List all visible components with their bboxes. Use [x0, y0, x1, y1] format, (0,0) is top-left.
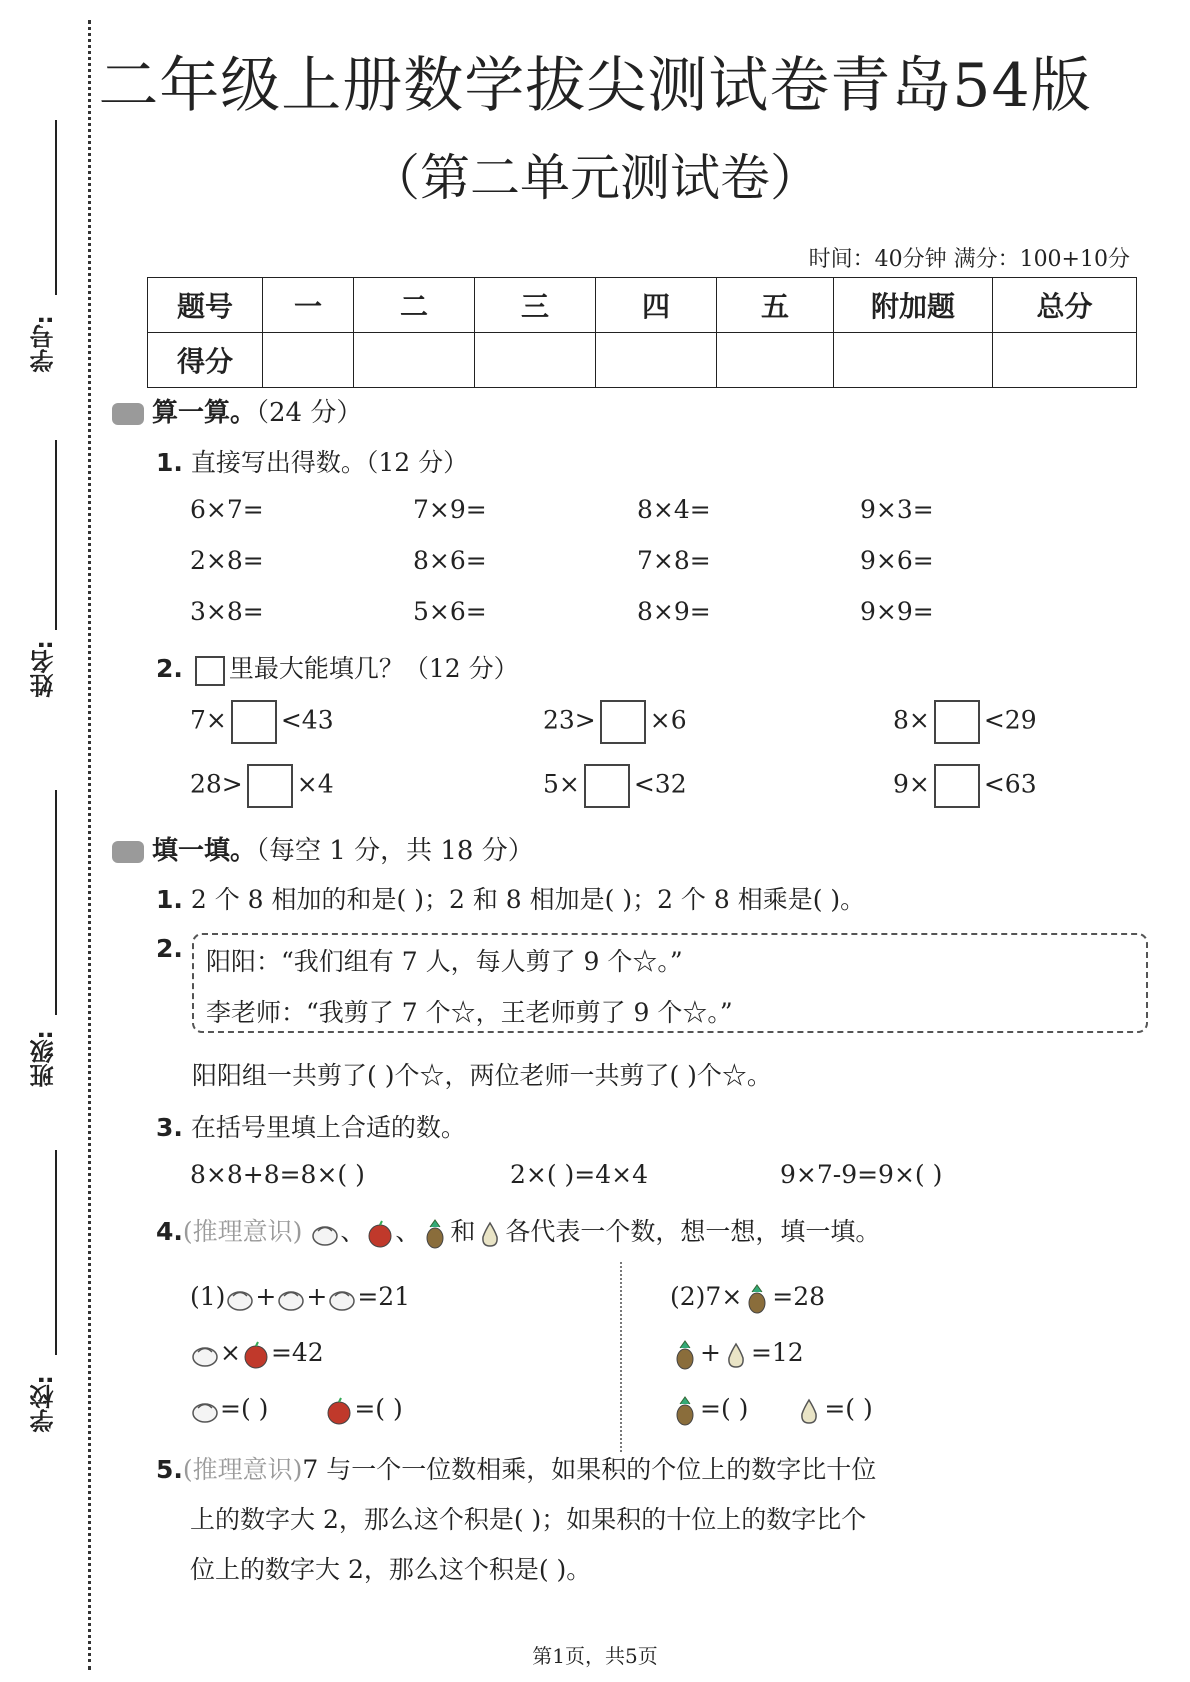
- calc-item: 7×8=: [637, 546, 711, 575]
- dialogue-line: 阳阳：“我们组有 7 人，每人剪了 9 个☆。”: [206, 947, 683, 976]
- compare-item: 23> ×6: [543, 700, 687, 744]
- compare-item: 8× <29: [893, 700, 1037, 744]
- student-id-label: 学号:: [30, 315, 58, 373]
- calc-item: 9×6=: [860, 546, 934, 575]
- calc-item: 7×9=: [413, 495, 487, 524]
- question-number: 3.: [156, 1113, 183, 1142]
- equation: (1) + + =21: [190, 1282, 410, 1314]
- answer-box[interactable]: [247, 764, 293, 808]
- score-cell[interactable]: [993, 333, 1137, 388]
- page-subtitle: （第二单元测试卷）: [370, 149, 820, 207]
- score-header-cell: 四: [596, 278, 717, 333]
- score-header-cell: 二: [354, 278, 475, 333]
- answer-box[interactable]: [934, 700, 980, 744]
- answer-box[interactable]: [584, 764, 630, 808]
- pineapple-icon: [420, 1219, 450, 1249]
- blank-box-icon: [195, 656, 225, 686]
- apple-icon: [324, 1396, 354, 1426]
- page-footer: 第1页，共5页: [532, 1644, 658, 1668]
- question-number: 4.: [156, 1217, 183, 1246]
- pear-icon: [794, 1396, 824, 1426]
- score-table-header: [148, 278, 1137, 333]
- pineapple-icon: [670, 1340, 700, 1370]
- score-table-row: [148, 333, 1137, 388]
- question-text: 上的数字大 2，那么这个积是( )；如果积的十位上的数字比个: [190, 1505, 867, 1534]
- fill-item: 9×7-9=9×( ): [780, 1160, 943, 1189]
- question-number: 5.: [156, 1455, 183, 1484]
- dialogue-line: 李老师：“我剪了 7 个☆，王老师剪了 9 个☆。”: [206, 998, 733, 1027]
- calc-item: 5×6=: [413, 597, 487, 626]
- score-header-cell: 三: [475, 278, 596, 333]
- pineapple-icon: [670, 1396, 700, 1426]
- fill-item: 8×8+8=8×( ): [190, 1160, 365, 1189]
- score-cell[interactable]: [596, 333, 717, 388]
- pear-icon: [721, 1340, 751, 1370]
- answer-line: =( ) =( ): [190, 1394, 403, 1426]
- calc-item: 8×9=: [637, 597, 711, 626]
- calc-item: 6×7=: [190, 495, 264, 524]
- compare-item: 28> ×4: [190, 764, 334, 808]
- question-text: 阳阳组一共剪了( )个☆，两位老师一共剪了( )个☆。: [192, 1061, 772, 1090]
- compare-item: 5× <32: [543, 764, 687, 808]
- class-line: [55, 790, 57, 1015]
- binding-dotted-line: [88, 20, 91, 1670]
- question-text: 各代表一个数，想一想，填一填。: [505, 1217, 881, 1246]
- section-1-title: 算一算。: [152, 398, 257, 428]
- s2-q5: [156, 1450, 876, 1486]
- calc-item: 9×9=: [860, 597, 934, 626]
- calc-item: 2×8=: [190, 546, 264, 575]
- score-cell[interactable]: [717, 333, 834, 388]
- pineapple-icon: [742, 1284, 772, 1314]
- section-2-title: 填一填。: [152, 836, 257, 866]
- name-line: [55, 440, 57, 630]
- score-header-cell: 附加题: [834, 278, 993, 333]
- score-header-cell: 一: [263, 278, 354, 333]
- school-line: [55, 1150, 57, 1355]
- s2-q3: [156, 1108, 466, 1144]
- calc-item: 8×4=: [637, 495, 711, 524]
- section-2-heading: [112, 830, 534, 867]
- fill-item: 2×( )=4×4: [510, 1160, 649, 1189]
- question-text: 在括号里填上合适的数。: [190, 1113, 466, 1142]
- compare-item: 7× <43: [190, 700, 334, 744]
- answer-box[interactable]: [934, 764, 980, 808]
- score-cell[interactable]: [834, 333, 993, 388]
- section-badge-icon: [112, 841, 144, 863]
- section-badge-icon: [112, 403, 144, 425]
- column-divider: [620, 1262, 622, 1452]
- question-text: 7 与一个一位数相乘，如果积的个位上的数字比十位: [302, 1455, 877, 1484]
- equation: × =42: [190, 1338, 324, 1370]
- score-table: [147, 277, 1137, 388]
- question-text: 2 个 8 相加的和是( )；2 和 8 相加是( )；2 个 8 相乘是( )。: [190, 885, 866, 914]
- question-text: 里最大能填几？（12 分）: [228, 654, 519, 683]
- question-number: 1.: [156, 885, 183, 914]
- score-header-cell: 题号: [148, 278, 263, 333]
- compare-item: 9× <63: [893, 764, 1037, 808]
- apple-icon: [241, 1340, 271, 1370]
- question-number: 2.: [156, 654, 183, 683]
- answer-box[interactable]: [231, 700, 277, 744]
- school-label: 学校:: [30, 1375, 58, 1433]
- score-cell[interactable]: [475, 333, 596, 388]
- peach-icon: [190, 1396, 220, 1426]
- section-1-heading: [112, 392, 362, 429]
- calc-item: 9×3=: [860, 495, 934, 524]
- score-cell[interactable]: [354, 333, 475, 388]
- peach-icon: [327, 1284, 357, 1314]
- equation: (2)7× =28: [670, 1282, 825, 1314]
- equation: + =12: [670, 1338, 804, 1370]
- section-2-points: （每空 1 分，共 18 分）: [256, 836, 534, 866]
- question-text: 位上的数字大 2，那么这个积是( )。: [190, 1555, 592, 1584]
- s1-q1: [156, 443, 468, 479]
- peach-icon: [225, 1284, 255, 1314]
- answer-box[interactable]: [600, 700, 646, 744]
- apple-icon: [365, 1219, 395, 1249]
- calc-item: 8×6=: [413, 546, 487, 575]
- name-label: 姓名:: [30, 640, 58, 698]
- score-row-label: 得分: [148, 333, 263, 388]
- peach-icon: [190, 1340, 220, 1370]
- peach-icon: [310, 1219, 340, 1249]
- question-number: 2.: [156, 934, 183, 963]
- class-label: 班级:: [30, 1030, 58, 1088]
- s2-q4: 4.(推理意识) 、 、 和 各代表一个数，想一想，填一填。: [156, 1212, 880, 1249]
- exam-meta: 时间：40分钟 满分：100+10分: [808, 247, 1130, 272]
- s1-q2: [156, 649, 519, 686]
- score-header-cell: 五: [717, 278, 834, 333]
- calc-item: 3×8=: [190, 597, 264, 626]
- score-cell[interactable]: [263, 333, 354, 388]
- peach-icon: [276, 1284, 306, 1314]
- pear-icon: [475, 1219, 505, 1249]
- question-text: 直接写出得数。（12 分）: [190, 448, 469, 477]
- s2-q1: [156, 880, 865, 916]
- question-number: 1.: [156, 448, 183, 477]
- page-title: 二年级上册数学拔尖测试卷青岛54版: [98, 51, 1092, 121]
- score-header-cell: 总分: [993, 278, 1137, 333]
- reasoning-tag: (推理意识): [182, 1217, 303, 1246]
- reasoning-tag: (推理意识): [182, 1455, 303, 1484]
- section-1-points: （24 分）: [256, 398, 363, 428]
- answer-line: =( ) =( ): [670, 1394, 873, 1426]
